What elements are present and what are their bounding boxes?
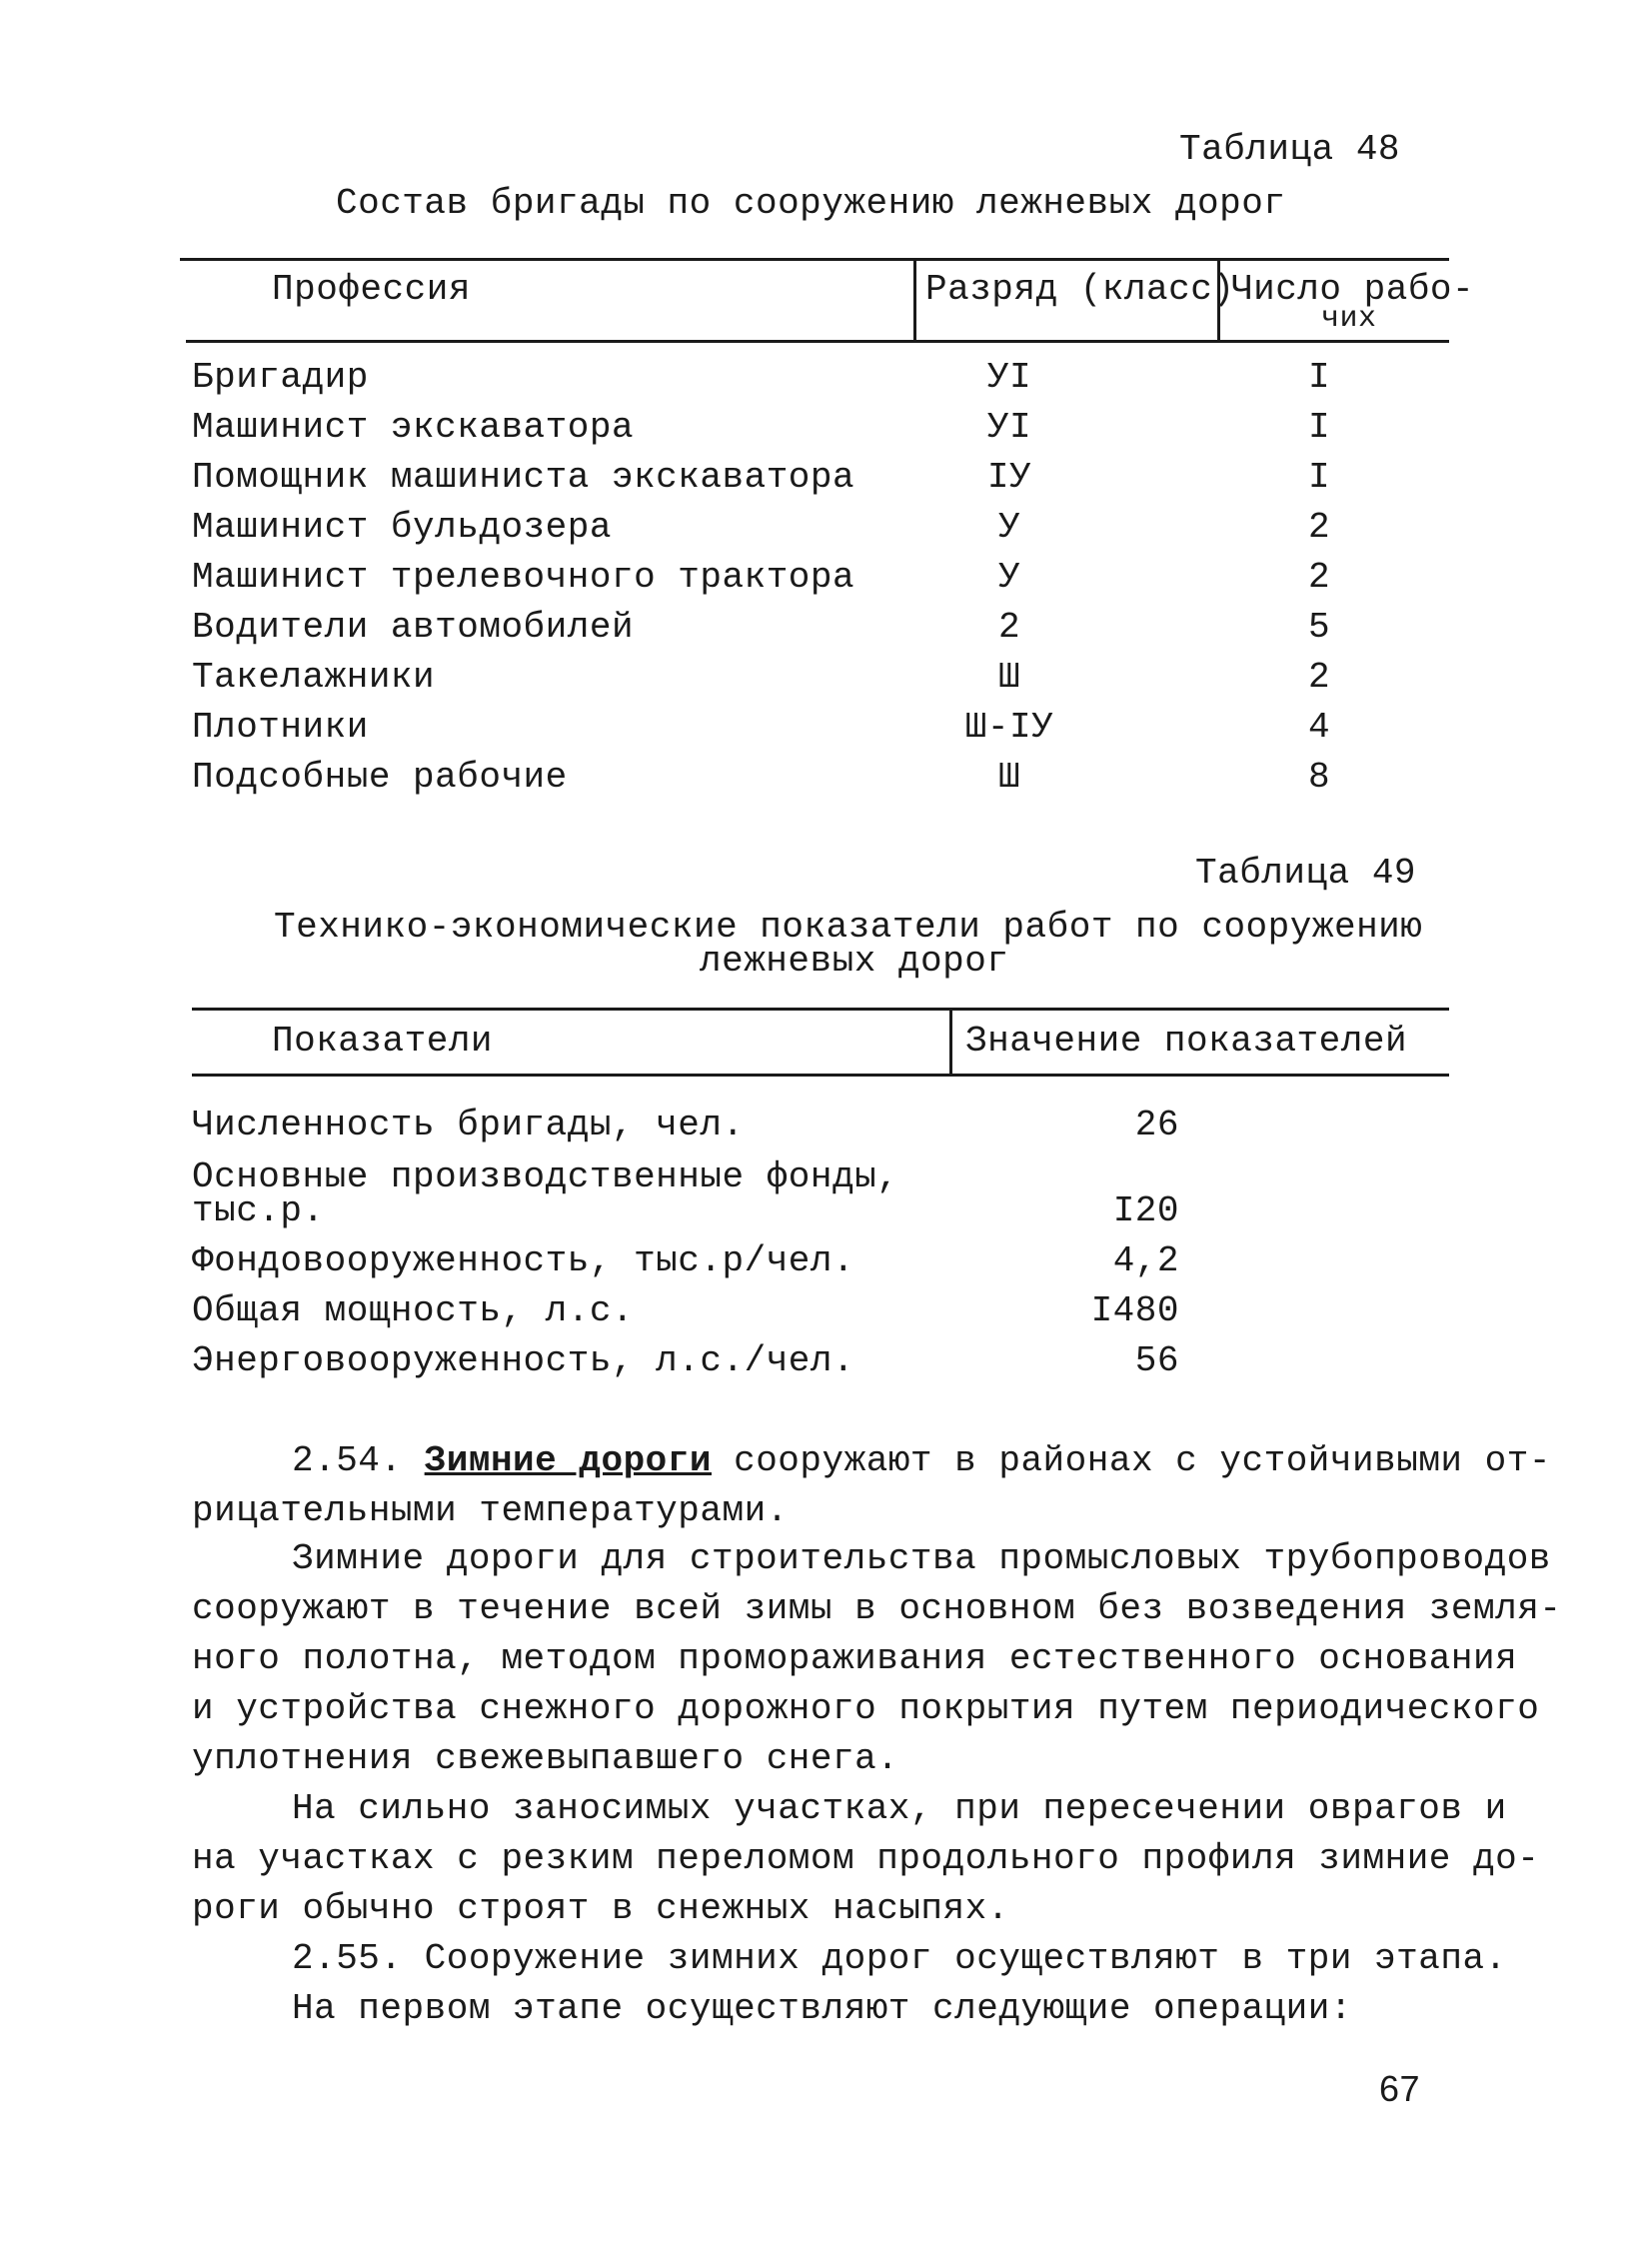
- table49-row-indicator: Основные производственные фонды,: [192, 1156, 899, 1197]
- para-line: ного полотна, методом промораживания естественного основания: [192, 1638, 1518, 1679]
- table48-row-rank: 2: [997, 607, 1021, 648]
- table48-header-rule: [186, 340, 1449, 343]
- table48-row-rank: IУ: [986, 457, 1032, 498]
- table48-row-profession: Машинист экскаватора: [192, 407, 635, 448]
- table48-row-profession: Подсобные рабочие: [192, 757, 568, 798]
- table48-label: Таблица 48: [1179, 129, 1401, 170]
- table48-row-rank: Ш: [997, 657, 1021, 698]
- table48-row-rank: Ш: [997, 757, 1021, 798]
- table48-col-divider-1: [913, 258, 916, 340]
- table49-header-value: Значение показателей: [965, 1021, 1408, 1062]
- table49-row-value: 26: [1134, 1105, 1179, 1145]
- table49-col-divider: [949, 1008, 952, 1076]
- table48-title: Состав бригады по сооружению лежневых дорог: [336, 183, 1286, 224]
- table48-row-rank: У: [997, 507, 1021, 548]
- table48-row-count: I: [1307, 457, 1331, 498]
- table48-row-profession: Водители автомобилей: [192, 607, 635, 648]
- table48-header-profession: Профессия: [272, 269, 471, 310]
- table48-row-profession: Помощник машиниста экскаватора: [192, 457, 855, 498]
- para-line: и устройства снежного дорожного покрытия путем периодического: [192, 1688, 1540, 1729]
- para-line: сооружают в течение всей зимы в основном без возведения земля-: [192, 1588, 1562, 1629]
- table49-row-indicator-cont: тыс.р.: [192, 1190, 325, 1231]
- table48-row-profession: Плотники: [192, 707, 369, 748]
- table49-header-rule: [192, 1074, 1449, 1077]
- table49-top-rule: [192, 1008, 1449, 1011]
- table49-row-value: I480: [1090, 1290, 1179, 1331]
- para-254-line2: рицательными температурами.: [192, 1490, 789, 1531]
- table48-row-count: 2: [1307, 657, 1331, 698]
- table48-row-profession: Машинист бульдозера: [192, 507, 612, 548]
- table48-top-rule: [180, 258, 1449, 261]
- table49-row-value: 56: [1134, 1340, 1179, 1381]
- para-line: Зимние дороги для строительства промысловых трубопроводов: [292, 1538, 1551, 1579]
- table48-row-profession: Такелажники: [192, 657, 436, 698]
- table48-row-count: 4: [1307, 707, 1331, 748]
- table49-label: Таблица 49: [1195, 853, 1417, 894]
- term-winter-roads: Зимние дороги: [424, 1440, 712, 1481]
- table49-row-indicator: Общая мощность, л.с.: [192, 1290, 635, 1331]
- para-255: 2.55. Сооружение зимних дорог осуществляют в три этапа.: [292, 1938, 1507, 1979]
- table48-row-rank: Ш-IУ: [964, 707, 1054, 748]
- table48-row-count: 5: [1307, 607, 1331, 648]
- para-line: на участках с резким переломом продольного профиля зимние до-: [192, 1838, 1540, 1879]
- para-line: На сильно заносимых участках, при пересечении оврагов и: [292, 1788, 1507, 1829]
- table48-header-count-line1: Число рабо-: [1231, 269, 1475, 310]
- table49-row-indicator: Численность бригады, чел.: [192, 1105, 745, 1145]
- table49-row-indicator: Энерговооруженность, л.с./чел.: [192, 1340, 855, 1381]
- table48-row-count: 8: [1307, 757, 1331, 798]
- table48-row-rank: УI: [986, 407, 1032, 448]
- table49-title-line2: лежневых дорог: [700, 941, 1009, 982]
- table49-row-value: I20: [1112, 1190, 1179, 1231]
- page-number: 67: [1379, 2068, 1421, 2109]
- table48-header-count-line2: чих: [1321, 302, 1377, 336]
- table49-row-value: 4,2: [1112, 1240, 1179, 1281]
- table49-header-indicator: Показатели: [272, 1021, 494, 1062]
- para-254-line1: [292, 1439, 1551, 1483]
- table49-title-line1: Технико-экономические показатели работ по сооружению: [274, 907, 1423, 948]
- para-line: роги обычно строят в снежных насыпях.: [192, 1888, 1009, 1929]
- para-254-rest: сооружают в районах с устойчивыми от-: [712, 1440, 1551, 1481]
- para-first-stage: На первом этапе осуществляют следующие операции:: [292, 1988, 1352, 2029]
- para-line: уплотнения свежевыпавшего снега.: [192, 1738, 899, 1779]
- table48-row-rank: У: [997, 557, 1021, 598]
- table48-header-rank: Разряд (класс): [925, 269, 1235, 310]
- table48-row-count: I: [1307, 407, 1331, 448]
- table48-row-profession: Машинист трелевочного трактора: [192, 557, 855, 598]
- table48-row-count: 2: [1307, 507, 1331, 548]
- para-254-number: 2.54.: [292, 1440, 403, 1481]
- table48-row-rank: УI: [986, 357, 1032, 398]
- table48-row-count: 2: [1307, 557, 1331, 598]
- table49-row-indicator: Фондовооруженность, тыс.р/чел.: [192, 1240, 855, 1281]
- table48-row-count: I: [1307, 357, 1331, 398]
- table48-row-profession: Бригадир: [192, 357, 369, 398]
